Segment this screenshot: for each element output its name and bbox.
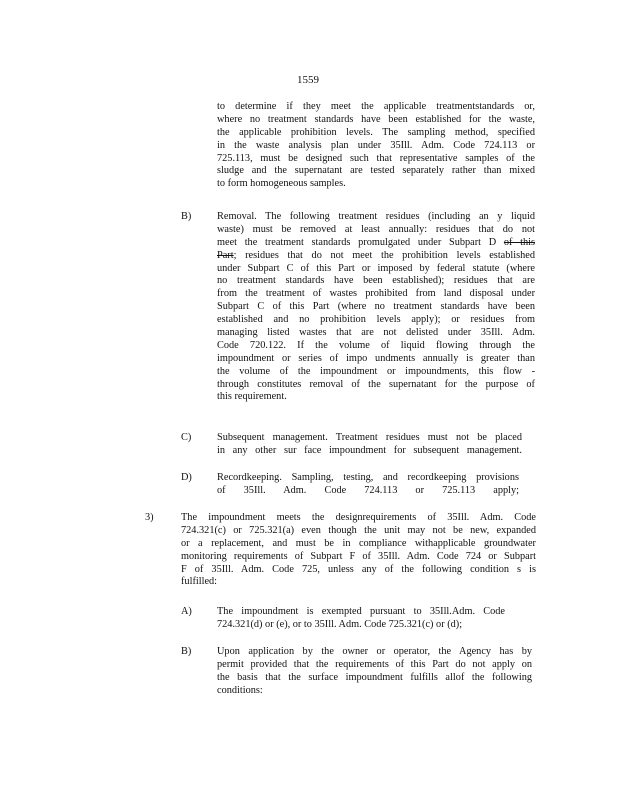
text-line: The impoundment is exempted pursuant to 35Ill.Adm. Code [217,606,505,617]
text-line: monitoring requirements of Subpart F of 35Ill. Adm. Code 724 or Subpart [181,550,536,562]
text-line: Subsequent management. Treatment residues must not be placed [217,432,522,443]
text-line: fulfilled: [181,576,218,588]
text-line: to determine if they meet the applicable treatmentstandards or, [217,101,535,112]
application-paragraph [217,646,532,698]
text-line: the volume of the impoundment or impoundments, this flow - [217,365,535,377]
text-line: in the waste analysis plan under 35Ill. Adm. Code 724.113 or [217,139,535,151]
text-line: managing listed wastes that are not delisted under 35Ill. Adm. [217,327,535,339]
text-line: waste) must be removed at least annually: residues that do not [217,223,535,235]
text-line: Recordkeeping. Sampling, testing, and recordkeeping provisions [217,472,519,483]
text-line: Removal. The following treatment residues (including an y liquid [217,211,535,222]
text-line: this requirement. [217,391,287,403]
text-line: impoundment or series of impo undments annually is greater than [217,352,535,364]
text-line: established and no prohibition levels apply); or residues from [217,314,535,326]
text-line: through constitutes removal of the supernatant for the purpose of [217,378,535,390]
page-number: 1559 [297,74,319,86]
text-line: permit provided that the requirements of this Part do not apply on [217,658,532,670]
text-line-with-strike [217,250,535,263]
text-line: Upon application by the owner or operator, the Agency has by [217,646,532,657]
text-line: sludge and the supernatant are tested separately rather than mixed [217,165,535,177]
text-line: the applicable prohibition levels. The sampling method, specified [217,126,535,138]
item-marker-3a: A) [181,606,192,617]
text-line-with-strike [217,237,535,250]
subsequent-management-paragraph [217,432,522,458]
item-marker-c: C) [181,432,192,443]
text-segment: ; residues that do not meet the prohibition levels established [233,249,535,261]
struck-text: of this [503,236,536,248]
text-line: in any other sur face impoundment for subsequent management. [217,444,522,456]
text-line: Subpart C of this Part (where no treatment standards have been [217,301,535,313]
text-segment: meet the treatment standards promulgated under Subpart D [217,236,497,248]
text-line: or a replacement, and must be in compliance withapplicable groundwater [181,537,536,549]
item-marker-d: D) [181,472,192,483]
text-line: where no treatment standards have been established for the waste, [217,113,535,125]
text-line: to form homogeneous samples. [217,178,346,190]
text-line: 725.113, must be designed such that representative samples of the [217,152,535,164]
design-requirements-paragraph [181,512,536,589]
text-line: no treatment standards have been established); residues that are [217,275,535,287]
text-line: 724.321(c) or 725.321(a) even though the unit may not be new, expanded [181,524,536,536]
text-line: F of 35Ill. Adm. Code 725, unless any of the following condition s is [181,563,536,575]
text-line: under Subpart C of this Part or imposed by federal statute (where [217,262,535,274]
removal-paragraph [217,211,535,404]
text-line: from the treatment of wastes prohibited from land disposal under [217,288,535,300]
text-line: The impoundment meets the designrequirements of 35Ill. Adm. Code [181,512,536,523]
text-line: 724.321(d) or (e), or to 35Ill. Adm. Code 725.321(c) or (d); [217,618,463,630]
text-line: conditions: [217,684,263,696]
item-marker-b: B) [181,211,192,222]
text-line: the basis that the surface impoundment fulfills allof the following [217,671,532,683]
item-marker-3: 3) [145,512,154,523]
text-line: Code 720.122. If the volume of liquid flowing through the [217,339,535,351]
item-marker-3b: B) [181,646,192,657]
recordkeeping-paragraph [217,472,519,498]
text-line: of 35Ill. Adm. Code 724.113 or 725.113 apply; [217,484,519,496]
continuation-paragraph [217,101,535,191]
exemption-paragraph [217,606,505,632]
struck-text: Part [217,249,234,261]
